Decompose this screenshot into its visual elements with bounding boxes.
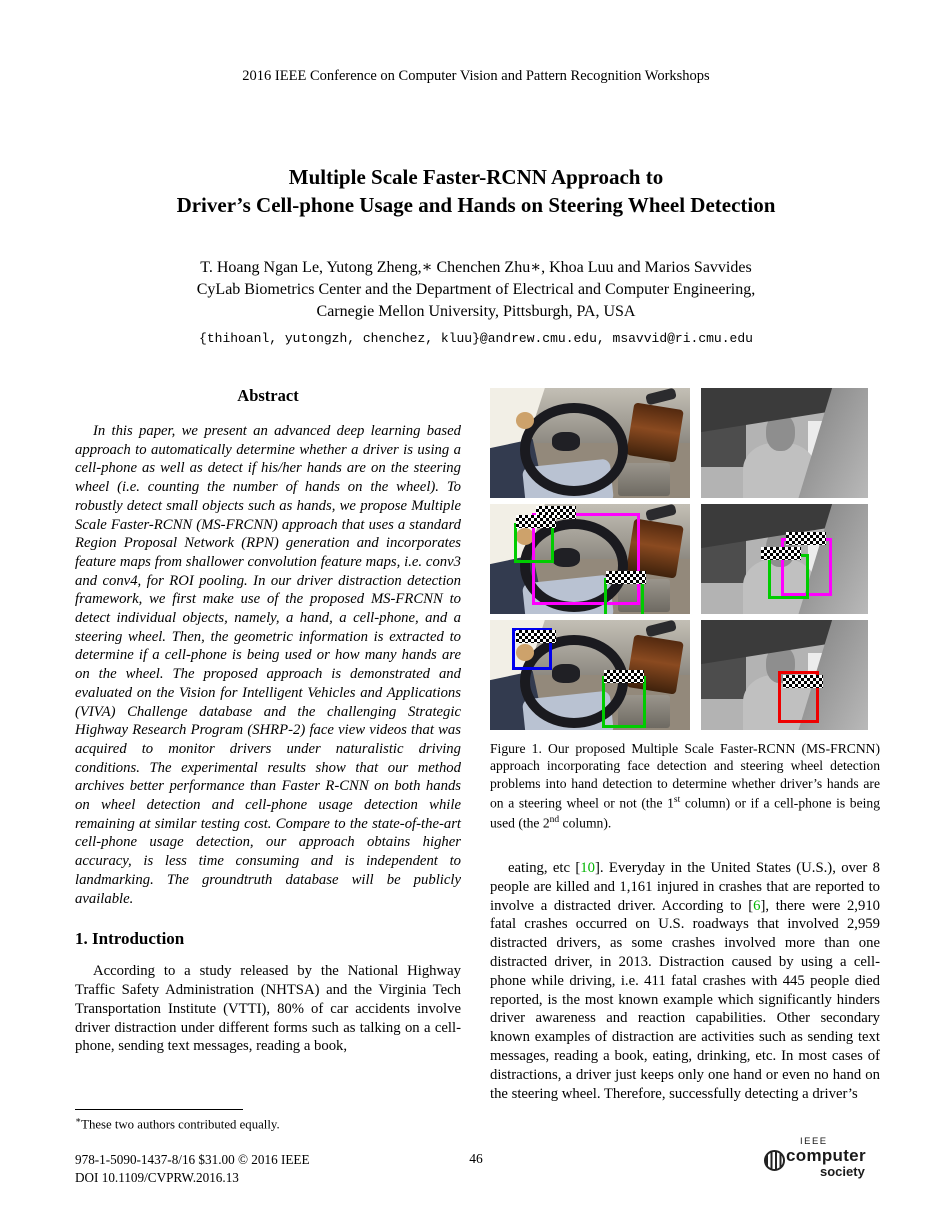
affiliation-line1: CyLab Biometrics Center and the Department of Electrical and Computer Engineering, xyxy=(196,281,756,298)
page-number: 46 xyxy=(469,1151,483,1166)
figure-photo-dashboard-3 xyxy=(490,620,690,730)
right-column-paragraph xyxy=(490,859,880,1103)
obfuscated-label xyxy=(604,670,644,683)
figure-photo-driver-1 xyxy=(701,388,868,498)
figure-1 xyxy=(490,388,880,730)
hand-shape xyxy=(516,412,534,429)
citation-link-10[interactable]: 10 xyxy=(580,860,595,877)
obfuscated-label xyxy=(516,515,556,528)
caption-segment: column) or if a cell-phone is being used (the 2 xyxy=(490,795,881,831)
obfuscated-label xyxy=(606,571,646,584)
author-block xyxy=(0,257,952,350)
footnote-rule xyxy=(75,1109,243,1110)
logo-computer-text: computer xyxy=(786,1146,866,1165)
introduction-paragraph: According to a study released by the National Highway Traffic Safety Administration (NHTSA) and the Virginia Tech Transportation Institute (VTTI), 80% of car accidents involve driver distraction under different forms such as talking on a cell-phone, sending text messages, reading a book, xyxy=(75,963,461,1055)
figure-photo-driver-3 xyxy=(701,620,868,730)
bbox-hand-phone xyxy=(768,554,809,600)
figure-photo-dashboard-2 xyxy=(490,504,690,614)
ieee-cs-emblem-icon xyxy=(764,1150,785,1171)
citation-link-6[interactable]: 6 xyxy=(753,897,761,914)
figure-1-caption xyxy=(490,740,880,832)
obfuscated-label xyxy=(761,547,801,560)
abstract-text: In this paper, we present an advanced deep learning based approach to automatically determine whether a driver is using a cell-phone as well as detect if his/her hands are on the steering wheel (i.e. counting the number of hands on the wheel). To robustly detect small objects such as hands, we propose Multiple Scale Faster-RCNN (MS-FRCNN) approach that uses a standard Region Proposal Network (RPN) generation and incorporates feature maps from shallower convolution feature maps, i.e. conv3 and conv4, for ROI pooling. In our driver distraction detection framework, we first make use of the proposed MS-FRCNN to detect individual objects, namely, a hand, a cell-phone, and a steering wheel. Then, the geometric information is extracted to determine if a cell-phone is being used or how many hands are on the wheel. The proposed approach is demonstrated and evaluated on the Vision for Intelligent Vehicles and Applications (VIVA) Challenge database and the challenging Strategic Highway Research Program (SHRP-2) face view videos that was acquired to monitor drivers under naturalistic driving conditions. The experimental results show that our method archives better performance than Faster R-CNN on both hands on wheel detection and cell-phone usage detection while remaining at similar testing cost. Compare to the state-of-the-art cell-phone usage detection, our approach obtains higher accuracy, is less time consuming and is independent to landmarking. The groundtruth database will be publicly available. xyxy=(75,423,461,907)
section-heading-introduction: 1. Introduction xyxy=(75,929,185,949)
wood-trim-shape xyxy=(626,402,684,462)
footnote-block xyxy=(75,1109,461,1132)
figure-photo-driver-2 xyxy=(701,504,868,614)
figure-photo-dashboard-1 xyxy=(490,388,690,498)
footnote-text xyxy=(75,1115,461,1132)
left-column xyxy=(75,380,461,1132)
footnote-body: These two authors contributed equally. xyxy=(81,1117,280,1131)
paper-title-line2: Driver’s Cell-phone Usage and Hands on Steering Wheel Detection xyxy=(176,193,776,217)
wheel-hub-shape xyxy=(552,432,580,451)
obfuscated-label xyxy=(786,532,826,545)
body-segment: ], there were 2,910 fatal crashes occurred on U.S. roadways that involved 2,959 distracted drivers, as some crashes involved more than one distracted driver, in 2013. Distraction caused by using a cell-phone while driving, i.e. 411 fatal crashes with 445 people died reported, is the most known example which significantly hinders driver awareness and reaction capabilities. Other secondary known examples of distraction are activities such as sending text messages, reading a book, eating, drinking, etc. In most cases of distractions, a driver just keeps only one hand or even no hand on the steering wheel. Therefore, successfully detecting a driver’s xyxy=(490,897,881,1102)
logo-ieee-text: IEEE xyxy=(800,1136,828,1147)
obfuscated-label xyxy=(516,630,556,643)
logo-society-text: society xyxy=(820,1164,865,1179)
obfuscated-label xyxy=(783,675,823,688)
caption-segment: column). xyxy=(559,815,612,831)
footer-isbn-line: 978-1-5090-1437-8/16 $31.00 © 2016 IEEE xyxy=(75,1152,310,1167)
body-segment: ]. Everyday in the United States (U.S.), over 8 people are killed and 1,161 injured in crashes that are reported to involve a distracted driver. According to [ xyxy=(490,860,880,914)
caption-segment: Figure 1. Our proposed Multiple Scale Faster-RCNN (MS-FRCNN) approach incorporating face detection and steering wheel detection problems into hand detection to determine whether driver’s hands are on a steering wheel or not (the 1 xyxy=(490,741,880,811)
abstract-heading: Abstract xyxy=(237,386,299,405)
affiliation-line2: Carnegie Mellon University, Pittsburgh, PA, USA xyxy=(316,303,636,320)
paper-title xyxy=(0,163,952,219)
right-column xyxy=(490,388,880,1103)
paper-title-line1: Multiple Scale Faster-RCNN Approach to xyxy=(288,165,664,189)
footnote-marker: ∗ xyxy=(75,1114,82,1125)
body-segment: eating, etc [ xyxy=(508,860,581,877)
author-names: T. Hoang Ngan Le, Yutong Zheng,∗ Chenchen Zhu∗, Khoa Luu and Marios Savvides xyxy=(200,259,752,276)
ieee-computer-society-logo xyxy=(764,1128,884,1186)
wheel-hub-shape xyxy=(552,664,580,683)
console-shape xyxy=(618,463,670,496)
footer-doi-line: DOI 10.1109/CVPRW.2016.13 xyxy=(75,1169,239,1185)
author-emails: {thihoanl, yutongzh, chenchez, kluu}@andrew.cmu.edu, msavvid@ri.cmu.edu xyxy=(199,331,753,346)
conference-header: 2016 IEEE Conference on Computer Vision and Pattern Recognition Workshops xyxy=(242,68,710,84)
caption-superscript: st xyxy=(673,795,681,806)
bbox-hand-left xyxy=(514,523,554,563)
bbox-hand-off-wheel xyxy=(602,676,646,728)
caption-superscript: nd xyxy=(549,815,560,826)
